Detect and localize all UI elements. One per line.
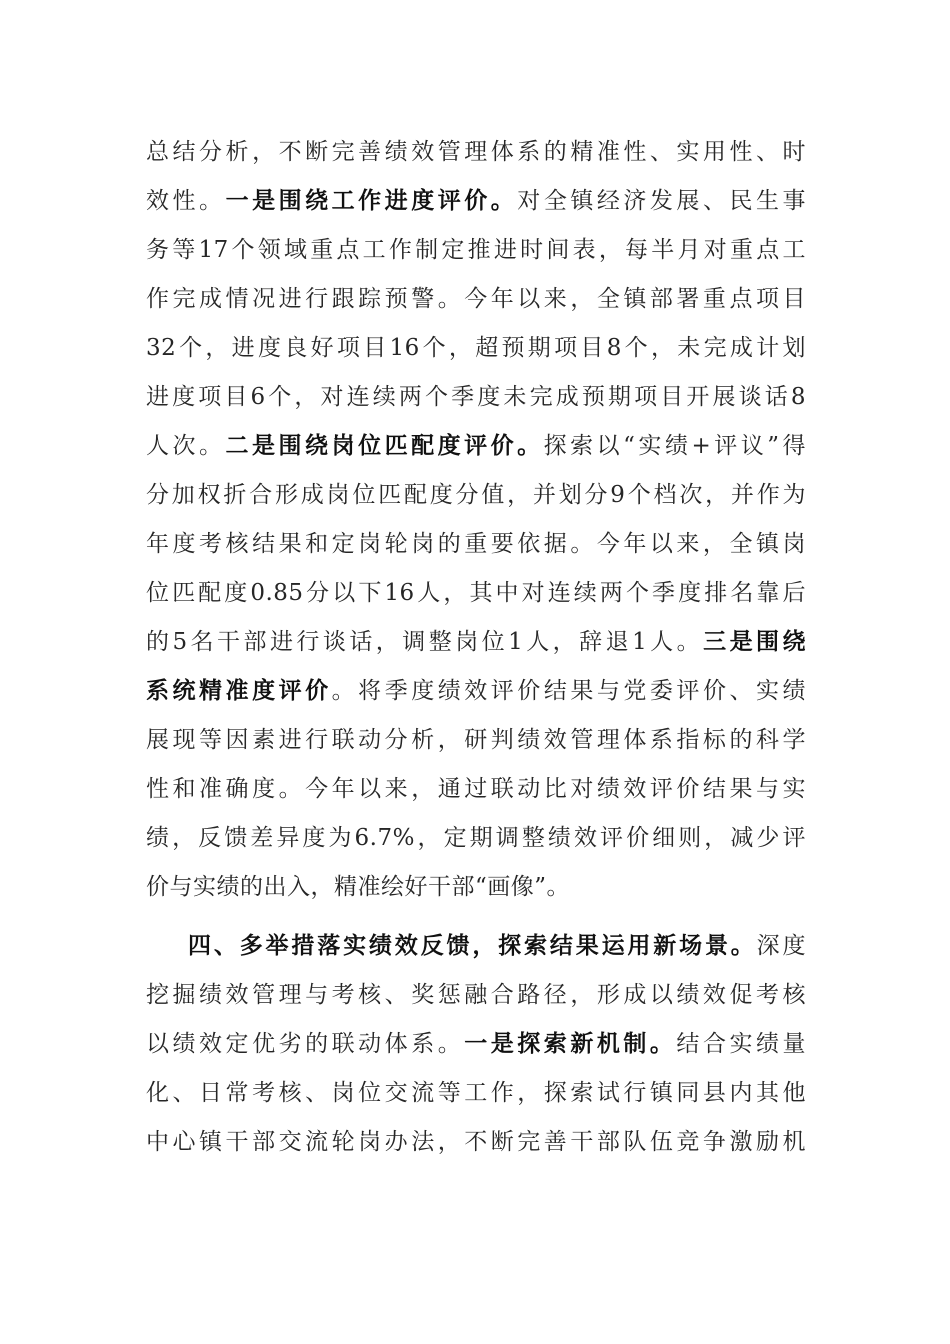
text-line: 总结分析，不断完善绩效管理体系的精准性、实用性、时 <box>146 139 806 165</box>
text-line: 年度考核结果和定岗轮岗的重要依据。今年以来，全镇岗 <box>146 531 806 557</box>
text-line: 绩，反馈差异度为6.7%，定期调整绩效评价细则，减少评 <box>146 825 806 851</box>
text-line: 务等17个领域重点工作制定推进时间表，每半月对重点工 <box>146 237 806 263</box>
section-heading-line: 四、多举措落实绩效反馈，探索结果运用新场景。深度 <box>188 932 807 959</box>
text-line: 以绩效定优劣的联动体系。一是探索新机制。结合实绩量 <box>146 1030 807 1057</box>
text-line: 作完成情况进行跟踪预警。今年以来，全镇部署重点项目 <box>146 286 806 312</box>
text-line: 位匹配度0.85分以下16人，其中对连续两个季度排名靠后 <box>146 580 806 606</box>
text-line: 系统精准度评价。将季度绩效评价结果与党委评价、实绩 <box>146 677 807 704</box>
text-line: 化、日常考核、岗位交流等工作，探索试行镇同县内其他 <box>146 1080 806 1106</box>
text-line: 性和准确度。今年以来，通过联动比对绩效评价结果与实 <box>146 776 806 802</box>
text-line: 价与实绩的出入，精准绘好干部“画像”。 <box>146 874 571 900</box>
text-line: 的5名干部进行谈话，调整岗位1人，辞退1人。三是围绕 <box>146 628 807 655</box>
text-line: 中心镇干部交流轮岗办法，不断完善干部队伍竞争激励机 <box>146 1129 806 1155</box>
text-line: 挖掘绩效管理与考核、奖惩融合路径，形成以绩效促考核 <box>146 982 806 1008</box>
text-line: 效性。一是围绕工作进度评价。对全镇经济发展、民生事 <box>146 187 807 214</box>
text-line: 进度项目6个，对连续两个季度未完成预期项目开展谈话8 <box>146 384 806 410</box>
text-line: 人次。二是围绕岗位匹配度评价。探索以“实绩+评议”得 <box>146 432 807 459</box>
text-line: 展现等因素进行联动分析，研判绩效管理体系指标的科学 <box>146 727 806 753</box>
text-line: 分加权折合形成岗位匹配度分值，并划分9个档次，并作为 <box>146 482 806 508</box>
text-line: 32个，进度良好项目16个，超预期项目8个，未完成计划 <box>146 335 806 361</box>
